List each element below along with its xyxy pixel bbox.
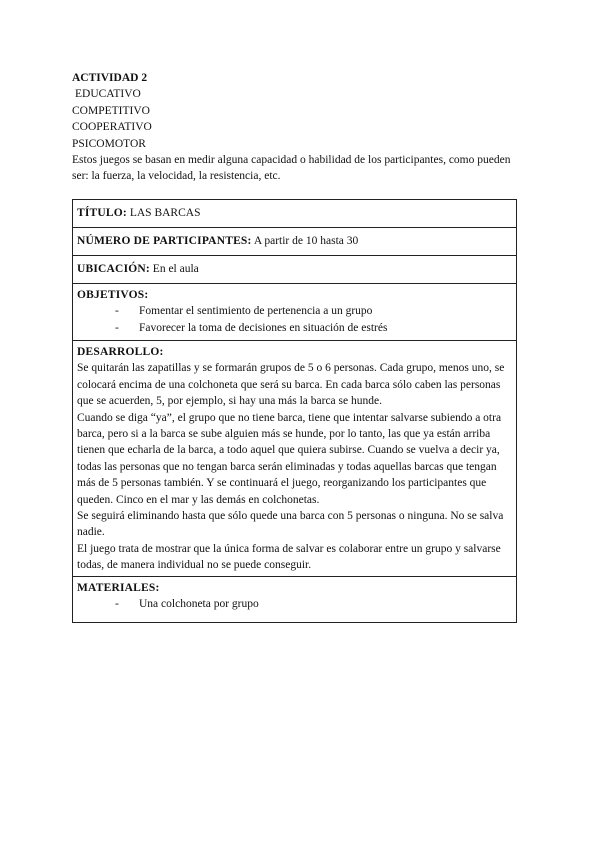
bullet-dash: - <box>115 305 119 318</box>
materiales-label: MATERIALES: <box>77 582 160 594</box>
activity-header <box>72 70 522 185</box>
objetivos-label: OBJETIVOS: <box>77 289 149 301</box>
material-text: Una colchoneta por grupo <box>139 598 259 611</box>
desarrollo-label: DESARROLLO: <box>77 346 164 358</box>
list-item <box>77 320 512 336</box>
desarrollo-paragraph: Cuando se diga “ya”, el grupo que no tiene barca, tiene que intentar salvarse subiendo a otra barca, pero si a la barca se sube alguien más se hunde, por lo tanto, las que ya están arriba tienen que echarla de la barca, a todo aquel que quiera subirse. Cuando se vuelva a decir ya, todas las personas que no tengan barca serán eliminadas y todas aquellas barcas que tengan más de 5 personas también. Y se continuará el juego, reorganizando los participantes que queden. Cinco en el mar y las demás en colchonetas. <box>77 411 502 506</box>
row-ubicacion <box>73 256 516 284</box>
objetivo-text: Favorecer la toma de decisiones en situación de estrés <box>139 321 388 334</box>
activity-description: Estos juegos se basan en medir alguna capacidad o habilidad de los participantes, como pueden ser: la fuerza, la velocidad, la resistencia, etc. <box>72 154 511 183</box>
category-educativo: EDUCATIVO <box>75 88 141 101</box>
game-sheet-table <box>72 199 517 623</box>
row-participantes <box>73 228 516 256</box>
titulo-label: TÍTULO: <box>77 207 127 219</box>
desarrollo-paragraph: El juego trata de mostrar que la única forma de salvar es colaborar entre un grupo y salvarse todas, de manera individual no se puede conseguir. <box>77 542 501 572</box>
participantes-label: NÚMERO DE PARTICIPANTES: <box>77 235 252 247</box>
ubicacion-value: En el aula <box>152 263 199 275</box>
bullet-dash: - <box>115 321 119 334</box>
objetivo-text: Fomentar el sentimiento de pertenencia a un grupo <box>139 305 373 318</box>
activity-title: ACTIVIDAD 2 <box>72 72 148 84</box>
desarrollo-paragraph: Se seguirá eliminando hasta que sólo quede una barca con 5 personas o ninguna. No se salva nadie. <box>77 510 504 539</box>
list-item <box>77 303 512 319</box>
category-competitivo: COMPETITIVO <box>72 104 150 117</box>
row-titulo <box>73 200 516 228</box>
row-objetivos <box>73 284 516 341</box>
participantes-value: A partir de 10 hasta 30 <box>253 235 359 247</box>
row-desarrollo <box>73 341 516 577</box>
row-materiales <box>73 577 516 622</box>
category-cooperativo: COOPERATIVO <box>72 121 152 134</box>
ubicacion-label: UBICACIÓN: <box>77 263 150 275</box>
category-psicomotor: PSICOMOTOR <box>72 137 146 150</box>
desarrollo-paragraph: Se quitarán las zapatillas y se formarán grupos de 5 o 6 personas. Cada grupo, menos uno, se colocará encima de una colchoneta que será su barca. En cada barca sólo caben las personas que se acuerden, 5, por ejemplo, si hay una más la barca se hunde. <box>77 362 505 408</box>
bullet-dash: - <box>115 598 119 611</box>
titulo-value: LAS BARCAS <box>129 207 201 219</box>
list-item <box>77 596 512 612</box>
